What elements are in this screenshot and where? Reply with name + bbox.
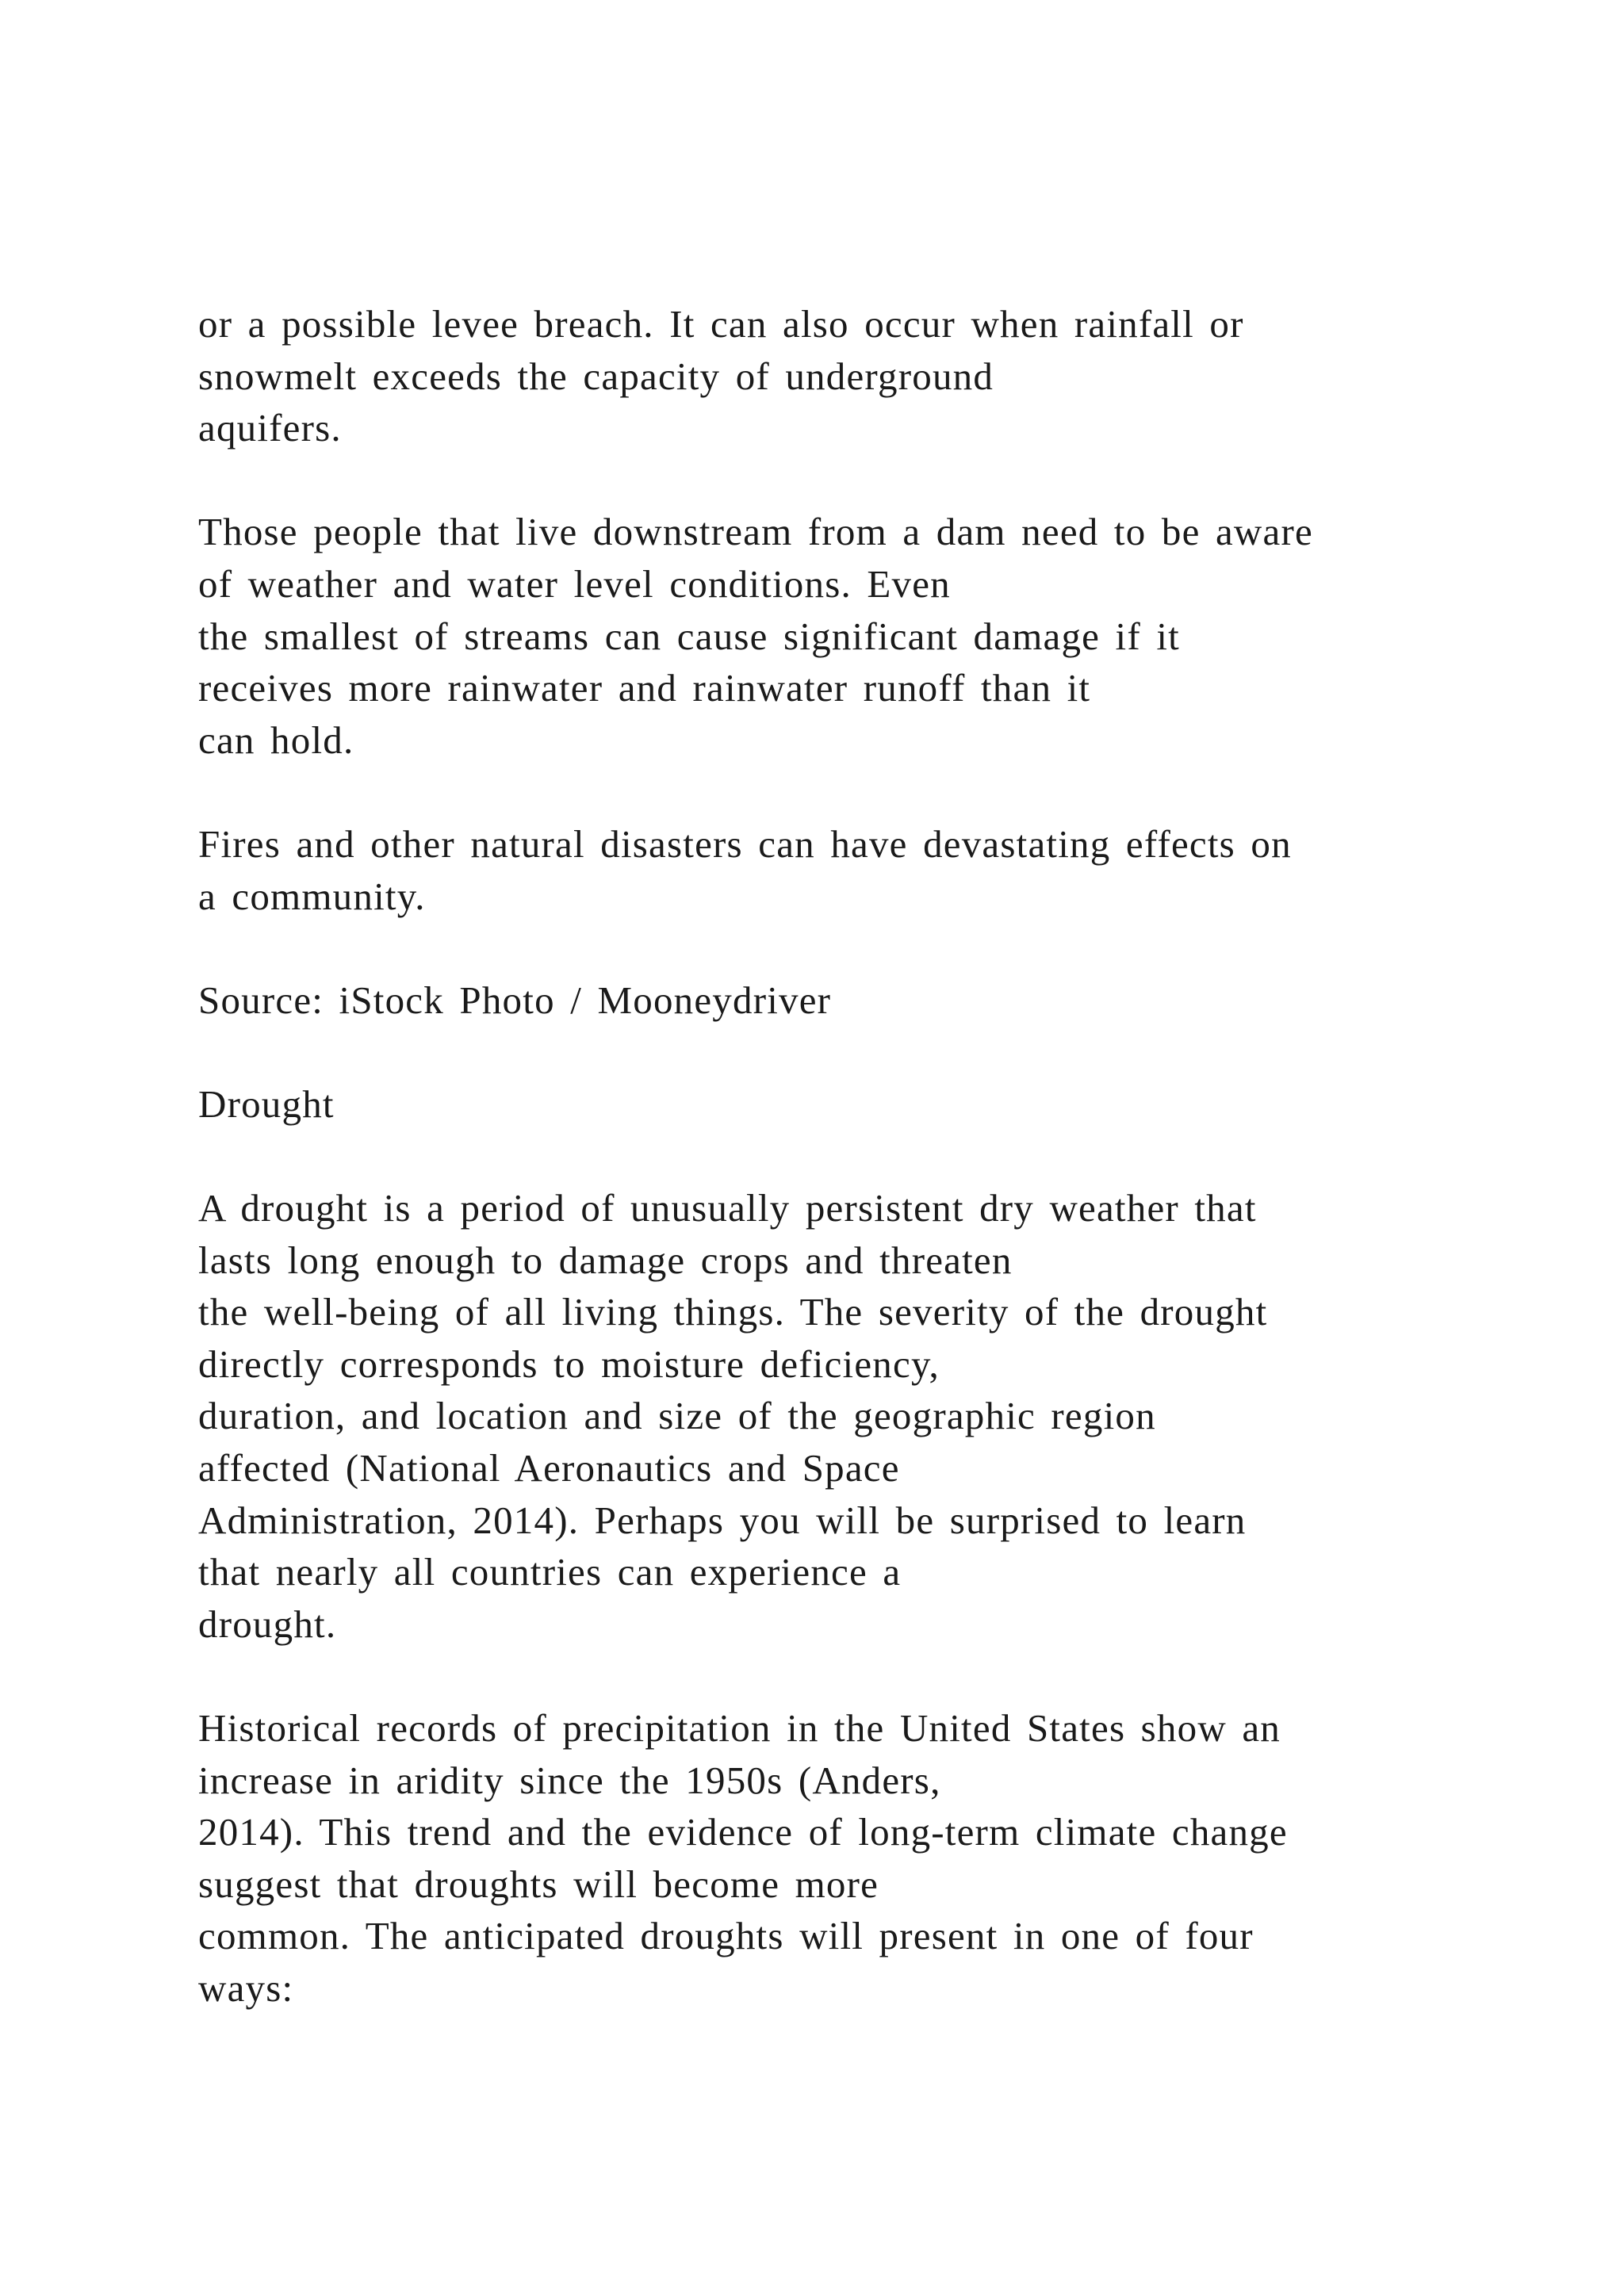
text-line: increase in aridity since the 1950s (Anders, (198, 1758, 941, 1802)
text-line: that nearly all countries can experience a (198, 1550, 902, 1594)
text-line: snowmelt exceeds the capacity of underground (198, 354, 994, 398)
text-line: affected (National Aeronautics and Space (198, 1446, 900, 1490)
text-line: ways: (198, 1966, 294, 2010)
text-line: duration, and location and size of the geographic region (198, 1394, 1156, 1438)
text-line: 2014). This trend and the evidence of long-term climate change (198, 1810, 1288, 1854)
blank-line (198, 1131, 1515, 1183)
text-line: the smallest of streams can cause significant damage if it (198, 614, 1180, 658)
image-source-credit: Source: iStock Photo / Mooneydriver (198, 978, 832, 1022)
text-line: or a possible levee breach. It can also occur when rainfall or (198, 302, 1244, 346)
text-line: drought. (198, 1601, 337, 1646)
blank-line (198, 454, 1515, 507)
text-line: lasts long enough to damage crops and threaten (198, 1238, 1013, 1282)
blank-line (198, 1650, 1515, 1702)
text-line: A drought is a period of unusually persistent dry weather that (198, 1186, 1257, 1230)
blank-line (198, 1026, 1515, 1078)
text-line: of weather and water level conditions. Even (198, 561, 951, 606)
blank-line (198, 922, 1515, 974)
section-heading: Drought (198, 1081, 335, 1126)
text-line: Fires and other natural disasters can have devastating effects on (198, 821, 1292, 866)
document-text (198, 298, 1515, 2015)
text-line: Historical records of precipitation in the United States show an (198, 1706, 1281, 1751)
text-line: common. The anticipated droughts will present in one of four (198, 1914, 1254, 1958)
text-line: Administration, 2014). Perhaps you will be surprised to learn (198, 1498, 1247, 1542)
text-line: a community. (198, 874, 426, 918)
text-line: can hold. (198, 718, 354, 762)
text-line: receives more rainwater and rainwater runoff than it (198, 666, 1091, 710)
text-line: aquifers. (198, 406, 342, 450)
text-line: suggest that droughts will become more (198, 1862, 879, 1906)
blank-line (198, 766, 1515, 818)
text-line: Those people that live downstream from a dam need to be aware (198, 510, 1313, 554)
text-line: directly corresponds to moisture deficiency, (198, 1341, 940, 1386)
text-line: the well-being of all living things. The severity of the drought (198, 1290, 1268, 1334)
